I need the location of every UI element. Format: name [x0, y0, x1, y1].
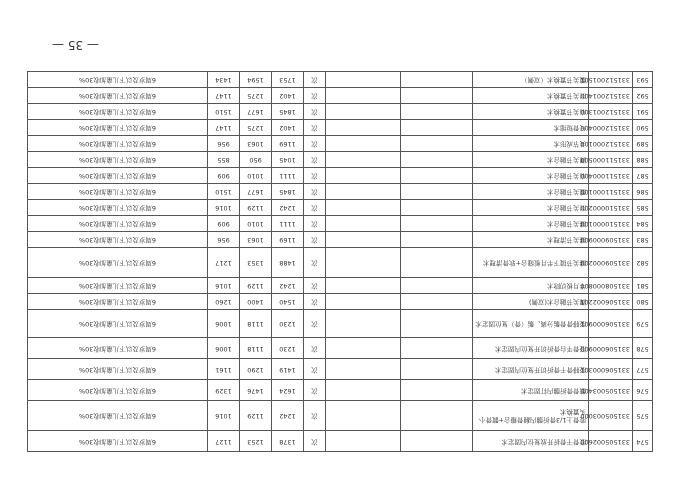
item-exclusion-cell — [326, 88, 401, 104]
item-note: 6周岁及以下儿童加收30% — [28, 359, 208, 380]
price-level-2: 1010 — [240, 216, 272, 232]
price-level-3: 1016 — [208, 278, 240, 294]
price-level-3: 1147 — [208, 120, 240, 136]
item-note: 6周岁及以下儿童加收30% — [28, 120, 208, 136]
table-row — [28, 431, 653, 452]
item-number: 592 — [633, 88, 653, 104]
price-level-2: 1353 — [240, 248, 272, 278]
price-level-1: 1753 — [272, 72, 304, 88]
item-number: 593 — [633, 72, 653, 88]
item-unit: 次 — [304, 184, 326, 200]
table-row — [28, 359, 653, 380]
item-exclusion-cell — [326, 120, 401, 136]
item-number: 574 — [633, 431, 653, 452]
item-content-cell — [401, 152, 473, 168]
item-exclusion-cell — [326, 431, 401, 452]
item-code: 331512000400 — [589, 120, 633, 136]
item-exclusion-cell — [326, 216, 401, 232]
item-note: 6周岁及以下儿童加收30% — [28, 431, 208, 452]
item-note: 6周岁及以下儿童加收30% — [28, 168, 208, 184]
table-row — [28, 380, 653, 401]
item-content-cell — [401, 294, 473, 310]
item-number: 586 — [633, 184, 653, 200]
item-exclusion-cell — [326, 248, 401, 278]
item-name: 胫腓骨骨骺分离、骺（骨）复位固定术 — [473, 310, 589, 338]
item-unit: 次 — [304, 168, 326, 184]
price-level-1: 1111 — [272, 168, 304, 184]
price-level-1: 1230 — [272, 338, 304, 359]
item-code: 331509000900 — [589, 232, 633, 248]
table-row — [28, 200, 653, 216]
item-unit: 次 — [304, 359, 326, 380]
price-level-2: 1275 — [240, 88, 272, 104]
item-code: 331510000200 — [589, 200, 633, 216]
price-level-2: 1118 — [240, 338, 272, 359]
item-number: 590 — [633, 120, 653, 136]
item-content-cell — [401, 278, 473, 294]
item-note: 6周岁及以下儿童加收30% — [28, 152, 208, 168]
item-unit: 次 — [304, 431, 326, 452]
item-code: 331511000400 — [589, 168, 633, 184]
item-exclusion-cell — [326, 310, 401, 338]
item-exclusion-cell — [326, 359, 401, 380]
item-number: 589 — [633, 136, 653, 152]
item-exclusion-cell — [326, 152, 401, 168]
price-level-3: 1127 — [208, 431, 240, 452]
item-code: 331505003400 — [589, 380, 633, 401]
item-exclusion-cell — [326, 338, 401, 359]
price-level-3: 909 — [208, 168, 240, 184]
item-unit: 次 — [304, 294, 326, 310]
item-note: 6周岁及以下儿童加收30% — [28, 401, 208, 431]
item-exclusion-cell — [326, 72, 401, 88]
price-level-1: 1169 — [272, 232, 304, 248]
item-code: 331505002600 — [589, 431, 633, 452]
item-exclusion-cell — [326, 278, 401, 294]
item-name: 股骨干骨折开放复位内固定术 — [473, 431, 589, 452]
item-number: 576 — [633, 380, 653, 401]
item-unit: 次 — [304, 248, 326, 278]
price-level-1: 1230 — [272, 310, 304, 338]
item-note: 6周岁及以下儿童加收30% — [28, 232, 208, 248]
item-unit: 次 — [304, 136, 326, 152]
item-name: 髌骨骨折髓内钉固定术 — [473, 380, 589, 401]
price-level-3: 956 — [208, 136, 240, 152]
table-row — [28, 294, 653, 310]
item-name: 膝关节清理术 — [473, 232, 589, 248]
item-code: 331505003000 — [589, 401, 633, 431]
price-level-3: 909 — [208, 216, 240, 232]
table-row — [28, 152, 653, 168]
item-exclusion-cell — [326, 136, 401, 152]
item-number: 583 — [633, 232, 653, 248]
table-row — [28, 248, 653, 278]
price-level-3: 1006 — [208, 338, 240, 359]
item-name: 肘关节置换术 — [473, 88, 589, 104]
price-level-1: 1242 — [272, 401, 304, 431]
item-code: 331512001300 — [589, 104, 633, 120]
table-row — [28, 120, 653, 136]
item-content-cell — [401, 431, 473, 452]
item-exclusion-cell — [326, 200, 401, 216]
item-content-cell — [401, 136, 473, 152]
price-level-3: 1510 — [208, 184, 240, 200]
item-code: 331509000200 — [589, 248, 633, 278]
price-level-2: 1063 — [240, 136, 272, 152]
item-note: 6周岁及以下儿童加收30% — [28, 294, 208, 310]
item-unit: 次 — [304, 72, 326, 88]
item-content-cell — [401, 248, 473, 278]
item-unit: 次 — [304, 120, 326, 136]
item-code: 331506000900 — [589, 338, 633, 359]
item-note: 6周岁及以下儿童加收30% — [28, 200, 208, 216]
item-note: 6周岁及以下儿童加收30% — [28, 88, 208, 104]
item-name: 髋关节融合术 — [473, 184, 589, 200]
item-code: 331512001501 — [589, 72, 633, 88]
item-exclusion-cell — [326, 380, 401, 401]
price-level-2: 950 — [240, 152, 272, 168]
item-number: 575 — [633, 401, 653, 431]
item-number: 581 — [633, 278, 653, 294]
price-level-1: 1845 — [272, 184, 304, 200]
item-number: 584 — [633, 216, 653, 232]
item-number: 587 — [633, 168, 653, 184]
item-content-cell — [401, 310, 473, 338]
item-note: 6周岁及以下儿童加收30% — [28, 248, 208, 278]
table-row — [28, 278, 653, 294]
item-code: 331510000100 — [589, 216, 633, 232]
price-level-3: 1016 — [208, 401, 240, 431]
price-level-1: 1111 — [272, 216, 304, 232]
table-row — [28, 401, 653, 431]
price-level-1: 1045 — [272, 152, 304, 168]
table-row — [28, 184, 653, 200]
price-level-1: 1169 — [272, 136, 304, 152]
item-unit: 次 — [304, 278, 326, 294]
item-name: 踝关节融合术 — [473, 152, 589, 168]
item-content-cell — [401, 380, 473, 401]
price-level-3: 1260 — [208, 294, 240, 310]
price-level-1: 1378 — [272, 431, 304, 452]
item-code: 331512001400 — [589, 88, 633, 104]
item-unit: 次 — [304, 88, 326, 104]
price-level-3: 1434 — [208, 72, 240, 88]
item-name: 半月板切除术 — [473, 278, 589, 294]
item-note: 6周岁及以下儿童加收30% — [28, 72, 208, 88]
price-level-1: 1540 — [272, 294, 304, 310]
price-level-2: 1677 — [240, 184, 272, 200]
price-level-3: 1161 — [208, 359, 240, 380]
price-level-2: 1275 — [240, 120, 272, 136]
table-row — [28, 136, 653, 152]
item-content-cell — [401, 88, 473, 104]
price-level-2: 1010 — [240, 168, 272, 184]
price-table — [27, 71, 653, 452]
price-level-3: 855 — [208, 152, 240, 168]
item-unit: 次 — [304, 200, 326, 216]
item-exclusion-cell — [326, 104, 401, 120]
item-name: 胫骨平台骨折切开复位内固定术 — [473, 338, 589, 359]
item-code: 331508000800 — [589, 278, 633, 294]
item-content-cell — [401, 184, 473, 200]
item-exclusion-cell — [326, 401, 401, 431]
item-code: 331506000301 — [589, 359, 633, 380]
item-number: 578 — [633, 338, 653, 359]
price-level-2: 1118 — [240, 310, 272, 338]
item-name: 髋关节置换术（双侧） — [473, 72, 589, 88]
item-number: 582 — [633, 248, 653, 278]
price-level-1: 1242 — [272, 278, 304, 294]
item-unit: 次 — [304, 401, 326, 431]
item-content-cell — [401, 338, 473, 359]
price-level-2: 1253 — [240, 431, 272, 452]
item-unit: 次 — [304, 216, 326, 232]
price-level-3: 1006 — [208, 310, 240, 338]
table-row — [28, 338, 653, 359]
item-exclusion-cell — [326, 232, 401, 248]
item-number: 577 — [633, 359, 653, 380]
item-number: 588 — [633, 152, 653, 168]
price-level-3: 1510 — [208, 104, 240, 120]
price-level-1: 1402 — [272, 120, 304, 136]
table-row — [28, 168, 653, 184]
item-unit: 次 — [304, 338, 326, 359]
item-note: 6周岁及以下儿童加收30% — [28, 338, 208, 359]
item-content-cell — [401, 232, 473, 248]
item-note: 6周岁及以下儿童加收30% — [28, 380, 208, 401]
item-code: 331506002201 — [589, 294, 633, 310]
item-code: 331511000100 — [589, 184, 633, 200]
item-note: 6周岁及以下儿童加收30% — [28, 216, 208, 232]
price-level-2: 1290 — [240, 359, 272, 380]
table-row — [28, 104, 653, 120]
item-unit: 次 — [304, 380, 326, 401]
item-content-cell — [401, 200, 473, 216]
price-level-2: 1677 — [240, 104, 272, 120]
item-name: 股骨上1/3骨折髓内翻骨瓣合+髋骨小头置换术 — [473, 401, 589, 431]
price-level-1: 1624 — [272, 380, 304, 401]
item-number: 579 — [633, 310, 653, 338]
table-row — [28, 216, 653, 232]
price-level-1: 1419 — [272, 359, 304, 380]
price-level-3: 1217 — [208, 248, 240, 278]
item-note: 6周岁及以下儿童加收30% — [28, 278, 208, 294]
price-level-1: 1242 — [272, 200, 304, 216]
item-exclusion-cell — [326, 294, 401, 310]
item-note: 6周岁及以下儿童加收30% — [28, 310, 208, 338]
price-level-1: 1402 — [272, 88, 304, 104]
price-level-2: 1063 — [240, 232, 272, 248]
item-note: 6周岁及以下儿童加收30% — [28, 136, 208, 152]
item-content-cell — [401, 120, 473, 136]
price-level-1: 1845 — [272, 104, 304, 120]
item-unit: 次 — [304, 232, 326, 248]
item-name: 胫腓骨干骨折切开复位内固定术 — [473, 359, 589, 380]
item-content-cell — [401, 359, 473, 380]
item-note: 6周岁及以下儿童加收30% — [28, 104, 208, 120]
price-level-3: 956 — [208, 232, 240, 248]
item-name: 踝关节融合术(双侧) — [473, 294, 589, 310]
item-content-cell — [401, 168, 473, 184]
price-level-3: 1329 — [208, 380, 240, 401]
item-code: 331511000500 — [589, 152, 633, 168]
price-level-3: 1147 — [208, 88, 240, 104]
price-level-2: 1594 — [240, 72, 272, 88]
price-level-2: 1129 — [240, 278, 272, 294]
table-row — [28, 232, 653, 248]
item-name: 肘关节融合术 — [473, 200, 589, 216]
price-level-3: 1016 — [208, 200, 240, 216]
item-unit: 次 — [304, 152, 326, 168]
price-level-2: 1129 — [240, 401, 272, 431]
item-code: 331512000100 — [589, 136, 633, 152]
item-unit: 次 — [304, 310, 326, 338]
item-number: 591 — [633, 104, 653, 120]
item-unit: 次 — [304, 104, 326, 120]
price-table-container — [28, 77, 653, 452]
item-exclusion-cell — [326, 184, 401, 200]
item-name: 关节成形术 — [473, 136, 589, 152]
price-level-2: 1129 — [240, 200, 272, 216]
item-name: 膝关节融合术 — [473, 216, 589, 232]
item-content-cell — [401, 401, 473, 431]
item-name: 肩关节置换术 — [473, 104, 589, 120]
table-row — [28, 88, 653, 104]
item-note: 6周岁及以下儿童加收30% — [28, 184, 208, 200]
item-exclusion-cell — [326, 168, 401, 184]
page-number: — 35 — — [52, 38, 99, 52]
item-name: 肩关节融合术 — [473, 168, 589, 184]
price-level-1: 1488 — [272, 248, 304, 278]
item-number: 585 — [633, 200, 653, 216]
item-code: 331506000901 — [589, 310, 633, 338]
item-content-cell — [401, 104, 473, 120]
price-level-2: 1476 — [240, 380, 272, 401]
item-name: 膝关节镜下半月板缝合+软骨清理术 — [473, 248, 589, 278]
table-row — [28, 72, 653, 88]
item-name: 尺骨短缩术 — [473, 120, 589, 136]
price-level-2: 1400 — [240, 294, 272, 310]
table-row — [28, 310, 653, 338]
item-number: 580 — [633, 294, 653, 310]
item-content-cell — [401, 72, 473, 88]
item-content-cell — [401, 216, 473, 232]
